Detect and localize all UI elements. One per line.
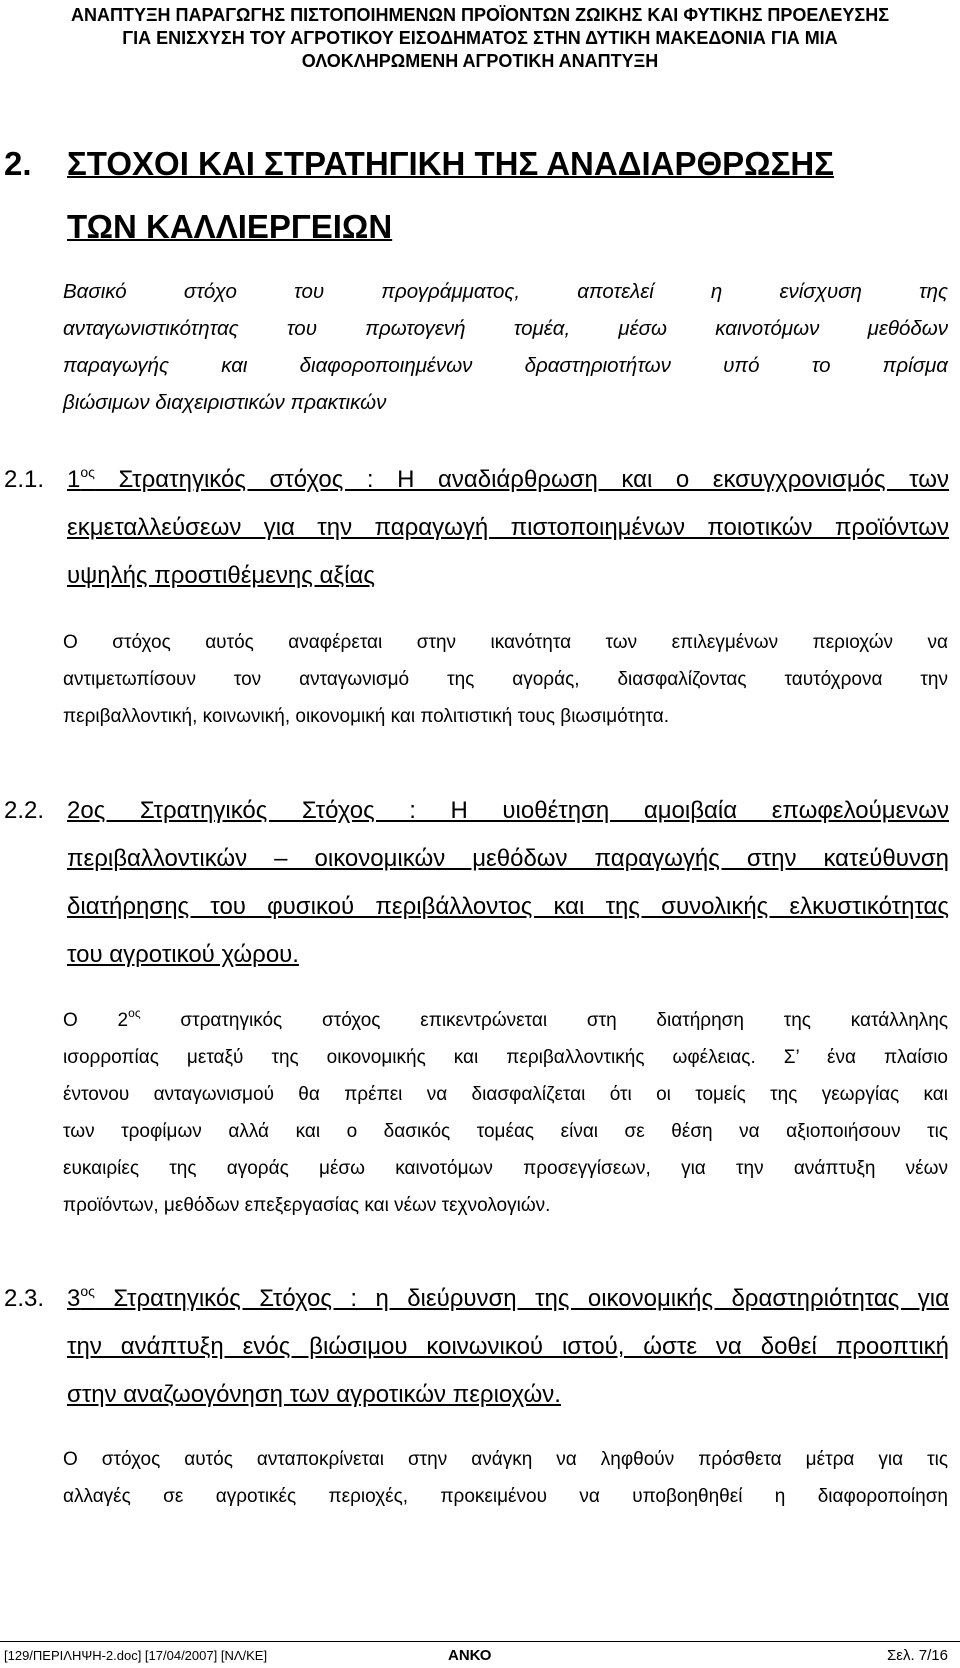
subsection-title-line: [67, 456, 949, 504]
footer-organization: ΑΝΚΟ: [448, 1647, 492, 1664]
ordinal-suffix: ος: [80, 1283, 95, 1299]
section-number: 2.: [4, 145, 32, 182]
intro-paragraph: [63, 273, 948, 421]
ordinal-suffix: ος: [80, 464, 95, 480]
header-line-3: ΟΛΟΚΛΗΡΩΜΕΝΗ ΑΓΡΟΤΙΚΗ ΑΝΑΠΤΥΞΗ: [301, 51, 659, 71]
ordinal-number: 3: [67, 1285, 81, 1312]
section-title-line-2: ΤΩΝ ΚΑΛΛΙΕΡΓΕΙΩΝ: [67, 208, 393, 245]
paragraph-line: [63, 1002, 948, 1039]
subsection-number: 2.1.: [4, 466, 45, 493]
header-line-2: ΓΙΑ ΕΝΙΣΧΥΣΗ ΤΟΥ ΑΓΡΟΤΙΚΟΥ ΕΙΣΟΔΗΜΑΤΟΣ ΣΤΗΝ ΔΥΤΙΚΗ ΜΑΚΕΔΟΝΙΑ ΓΙΑ ΜΙΑ: [122, 28, 838, 48]
document-header: [0, 4, 960, 73]
subsection-title-line: του αγροτικού χώρου.: [67, 941, 299, 968]
subsection-title-line: εκμεταλλεύσεων για την παραγωγή πιστοποιημένων ποιοτικών προϊόντων: [67, 514, 949, 541]
paragraph-line: έντονου ανταγωνισμού θα πρέπει να διασφαλίζεται ότι οι τομείς της γεωργίας και: [63, 1084, 948, 1105]
title-text: Στρατηγικός Στόχος : η διεύρυνση της οικονομικής δραστηριότητας για: [94, 1285, 949, 1312]
paragraph-line: ισορροπίας μεταξύ της οικονομικής και περιβαλλοντικής ωφέλειας. Σ’ ένα πλαίσιο: [63, 1047, 948, 1068]
subsection-2-3-paragraph: [63, 1441, 948, 1515]
ordinal-number: 1: [67, 466, 81, 493]
paragraph-line: περιβαλλοντική, κοινωνική, οικονομική και πολιτιστική τους βιωσιμότητα.: [63, 706, 670, 727]
footer-file-info: [129/ΠΕΡΙΛΗΨΗ-2.doc] [17/04/2007] [ΝΛ/ΚΕ]: [4, 1648, 268, 1663]
subsection-title-line: την ανάπτυξη ενός βιώσιμου κοινωνικού ιστού, ώστε να δοθεί προοπτική: [67, 1333, 949, 1360]
section-title-line-1: ΣΤΟΧΟΙ ΚΑΙ ΣΤΡΑΤΗΓΙΚΗ ΤΗΣ ΑΝΑΔΙΑΡΘΡΩΣΗΣ: [67, 145, 835, 182]
document-footer: [0, 1641, 960, 1668]
paragraph-line: αλλαγές σε αγροτικές περιοχές, προκειμένου να υποβοηθηθεί η διαφοροποίηση: [63, 1486, 948, 1507]
subsection-title-line: [67, 1275, 949, 1323]
intro-line: παραγωγής και διαφοροποιημένων δραστηριοτήτων υπό το πρίσμα: [63, 354, 948, 377]
subsection-number: 2.3.: [4, 1285, 45, 1312]
subsection-number: 2.2.: [4, 797, 45, 824]
paragraph-line: προϊόντων, μεθόδων επεξεργασίας και νέων τεχνολογιών.: [63, 1195, 551, 1216]
subsection-title-line: 2ος Στρατηγικός Στόχος : Η υιοθέτηση αμοιβαία επωφελούμενων: [67, 797, 949, 824]
ordinal-suffix: ος: [128, 1006, 141, 1020]
paragraph-line: των τροφίμων αλλά και ο δασικός τομέας είναι σε θέση να αξιοποιήσουν τις: [63, 1121, 948, 1142]
subsection-title-line: στην αναζωογόνηση των αγροτικών περιοχών.: [67, 1381, 561, 1408]
footer-page-number: Σελ. 7/16: [887, 1647, 948, 1664]
paragraph-line: Ο στόχος αυτός ανταποκρίνεται στην ανάγκη να ληφθούν πρόσθετα μέτρα για τις: [63, 1449, 948, 1470]
paragraph-text: στρατηγικός στόχος επικεντρώνεται στη διατήρηση της κατάλληλης: [140, 1010, 949, 1031]
subsection-title-line: περιβαλλοντικών – οικονομικών μεθόδων παραγωγής στην κατεύθυνση: [67, 845, 949, 872]
intro-line: Βασικό στόχο του προγράμματος, αποτελεί η ενίσχυση της: [63, 280, 948, 303]
subsection-title-line: υψηλής προστιθέμενης αξίας: [67, 562, 375, 589]
paragraph-prefix: Ο 2: [63, 1010, 129, 1031]
paragraph-line: αντιμετωπίσουν τον ανταγωνισμό της αγοράς, διασφαλίζοντας ταυτόχρονα την: [63, 669, 948, 690]
intro-line: βιώσιμων διαχειριστικών πρακτικών: [63, 391, 387, 414]
intro-line: ανταγωνιστικότητας του πρωτογενή τομέα, μέσω καινοτόμων μεθόδων: [63, 317, 948, 340]
subsection-title-line: διατήρησης του φυσικού περιβάλλοντος και της συνολικής ελκυστικότητας: [67, 893, 949, 920]
subsection-2-2-paragraph: [63, 1002, 948, 1224]
subsection-2-1-paragraph: [63, 624, 948, 735]
header-line-1: ΑΝΑΠΤΥΞΗ ΠΑΡΑΓΩΓΗΣ ΠΙΣΤΟΠΟΙΗΜΕΝΩΝ ΠΡΟΪΟΝΤΩΝ ΖΩΙΚΗΣ ΚΑΙ ΦΥΤΙΚΗΣ ΠΡΟΕΛΕΥΣΗΣ: [70, 5, 890, 25]
paragraph-line: ευκαιρίες της αγοράς μέσω καινοτόμων προσεγγίσεων, για την ανάπτυξη νέων: [63, 1158, 948, 1179]
paragraph-line: Ο στόχος αυτός αναφέρεται στην ικανότητα των επιλεγμένων περιοχών να: [63, 632, 948, 653]
title-text: Στρατηγικός στόχος : Η αναδιάρθρωση και ο εκσυγχρονισμός των: [94, 466, 949, 493]
